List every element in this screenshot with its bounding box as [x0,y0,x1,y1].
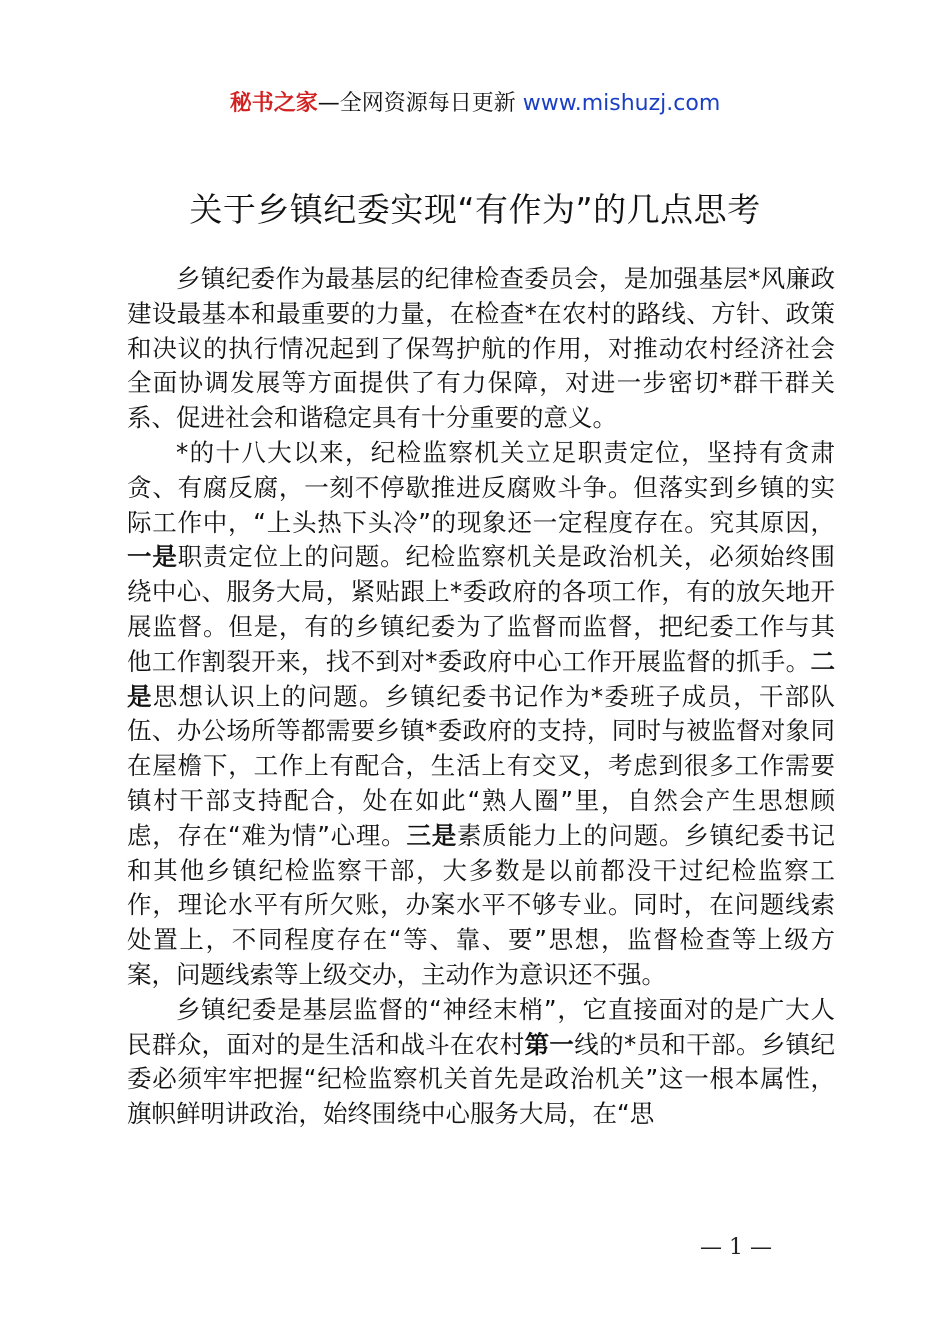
paragraph-text: 乡镇纪委作为最基层的纪律检查委员会，是加强基层*风廉政建设最基本和最重要的力量，在检查*在农村的路线、方针、政策和决议的执行情况起到了保驾护航的作用，对推动农村经济社会全面协调发展等方面提供了有力保障，对进一步密切*群干群关系、促进社会和谐稳定具有十分重要的意义。 [127,264,835,433]
paragraph-text: 思想认识上的问题。乡镇纪委书记作为*委班子成员，干部队伍、办公场所等都需要乡镇*委政府的支持，同时与被监督对象同在屋檐下，工作上有配合，生活上有交叉，考虑到很多工作需要镇村干部支持配合，处在如此“熟人圈”里，自然会产生思想顾虑，存在“难为情”心理。 [127,681,836,850]
paragraph-text: 职责定位上的问题。纪检监察机关是政治机关，必须始终围绕中心、服务大局，紧贴跟上*委政府的各项工作，有的放矢地开展监督。但是，有的乡镇纪委为了监督而监督，把纪委工作与其他工作割裂开来，找不到对*委政府中心工作开展监督的抓手。 [127,542,836,676]
document-body [127,262,835,1132]
point-one-marker: 一是 [127,542,178,572]
paragraph-2 [127,436,835,993]
page-number: — 1 — [700,1235,772,1260]
paragraph-text: 线的*员和干部。乡镇纪委必须牢牢把握“纪检监察机关首先是政治机关”这一根本属性，旗帜鲜明讲政治，始终围绕中心服务大局，在“思 [127,1029,836,1129]
site-url-link[interactable]: www.mishuzj.com [522,91,721,116]
first-line-emphasis: 第一 [524,1029,575,1059]
point-two-marker: 二是 [127,646,835,711]
paragraph-text: *的十八大以来，纪检监察机关立足职责定位，坚持有贪肃贪、有腐反腐，一刻不停歇推进反腐败斗争。但落实到乡镇的实际工作中，“上头热下头冷”的现象还一定程度存在。究其原因， [127,437,835,537]
paragraph-1 [127,262,835,436]
paragraph-3 [127,993,835,1132]
brand-name: 秘书之家 [229,91,318,116]
paragraph-text: 素质能力上的问题。乡镇纪委书记和其他乡镇纪检监察干部，大多数是以前都没干过纪检监察工作，理论水平有所欠账，办案水平不够专业。同时，在问题线索处置上，不同程度存在“等、靠、要”思想，监督检查等上级方案，问题线索等上级交办，主动作为意识还不强。 [127,820,836,989]
site-header [0,88,950,120]
header-tagline: —全网资源每日更新 [317,91,523,116]
paragraph-text: 乡镇纪委是基层监督的“神经末梢”，它直接面对的是广大人民群众，面对的是生活和战斗在农村 [127,994,835,1059]
point-three-marker: 三是 [406,820,457,850]
document-title: 关于乡镇纪委实现“有作为”的几点思考 [189,190,761,229]
